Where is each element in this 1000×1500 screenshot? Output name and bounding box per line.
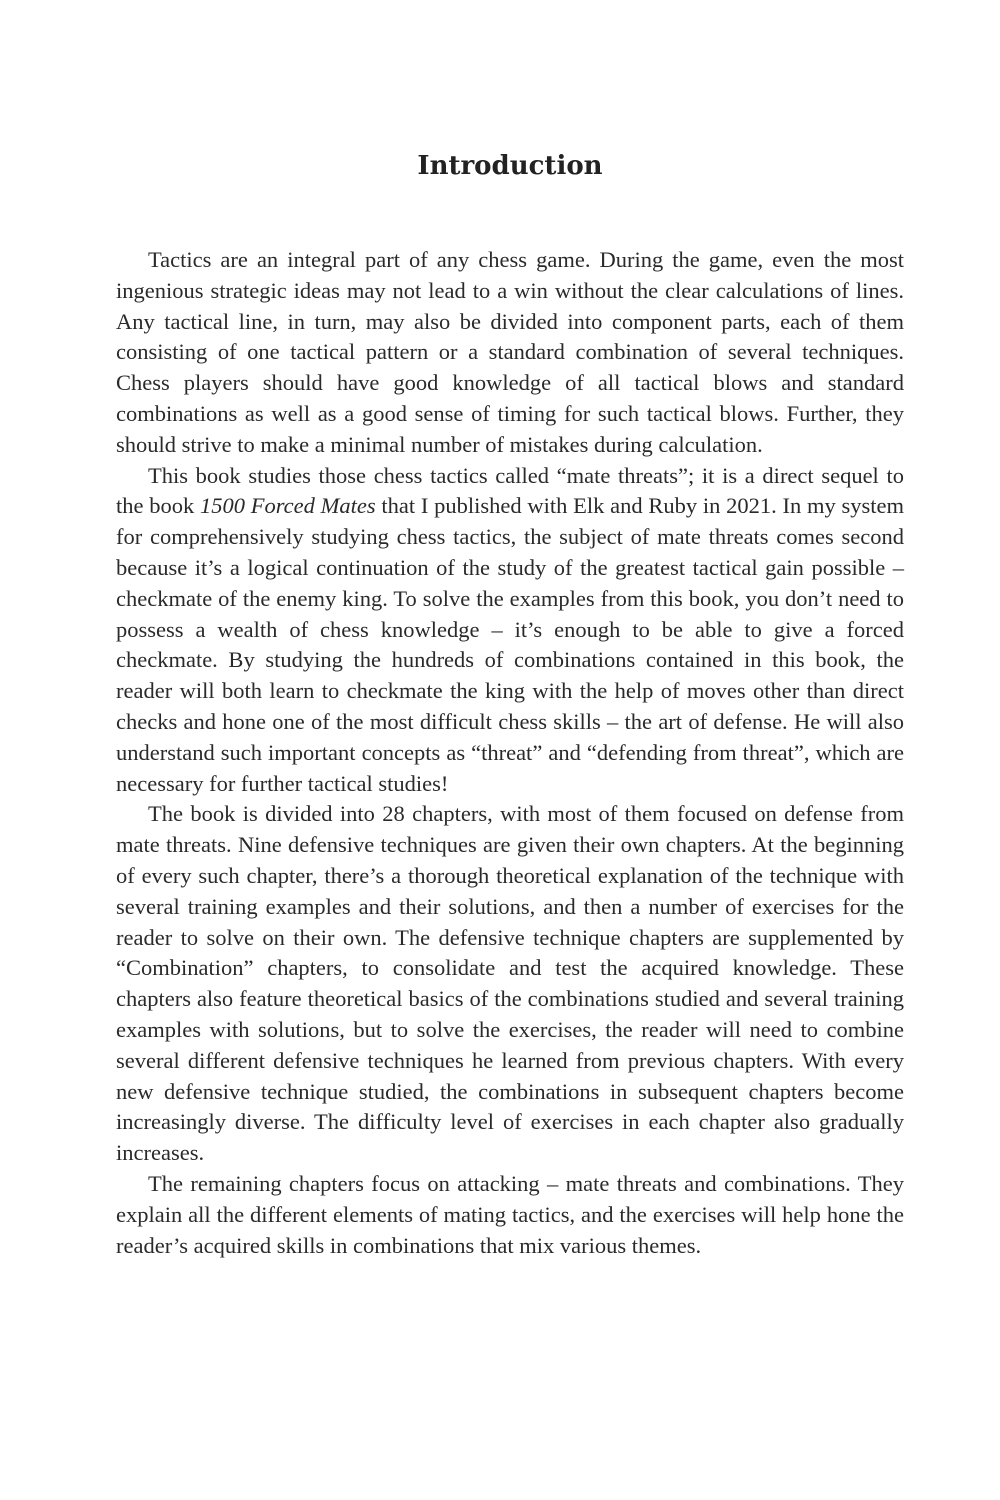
- book-title-italic: 1500 Forced Mates: [200, 493, 376, 519]
- body-text: [116, 245, 904, 1261]
- book-page: [116, 0, 904, 1500]
- paragraph-3: The book is divided into 28 chapters, with most of them focused on defense from mate threats. Nine defensive techniques are given their own chapters. At the beginning of every such chapter, there’s a thorough theoretical explanation of the technique with several training examples and their solutions, and then a number of exercises for the reader to solve on their own. The defensive technique chapters are supplemented by “Combination” chapters, to consolidate and test the acquired knowledge. These chapters also feature theoretical basics of the combinations studied and several training examples with solutions, but to solve the exercises, the reader will need to combine several different defensive techniques he learned from previous chapters. With every new defensive technique studied, the combinations in subsequent chapters become increasingly diverse. The difficulty level of exercises in each chapter also gradually increases.: [116, 801, 904, 1166]
- page-title: Introduction: [417, 151, 603, 181]
- paragraph-1: Tactics are an integral part of any chess game. During the game, even the most ingenious strategic ideas may not lead to a win without the clear calculations of lines. Any tactical line, in turn, may also be divided into component parts, each of them consisting of one tactical pattern or a standard combination of several techniques. Chess players should have good knowledge of all tactical blows and standard combinations as well as a good sense of timing for such tactical blows. Further, they should strive to make a minimal number of mistakes during calculation.: [116, 247, 904, 457]
- paragraph-2-before: This book studies those chess tactics called “mate threats”; it is a direct sequel to the book: [116, 462, 904, 519]
- paragraph-2: [116, 461, 904, 800]
- paragraph-2-after: that I published with Elk and Ruby in 2021. In my system for comprehensively studying chess tactics, the subject of mate threats comes second because it’s a logical continuation of the study of the greatest tactical gain possible – checkmate of the enemy king. To solve the examples from this book, you don’t need to possess a wealth of chess knowledge – it’s enough to be able to give a forced checkmate. By studying the hundreds of combinations contained in this book, the reader will both learn to checkmate the king with the help of moves other than direct checks and hone one of the most difficult chess skills – the art of defense. He will also understand such important concepts as “threat” and “defending from threat”, which are necessary for further tactical studies!: [116, 493, 905, 796]
- paragraph-4: The remaining chapters focus on attacking – mate threats and combinations. They explain all the different elements of mating tactics, and the exercises will help hone the reader’s acquired skills in combinations that mix various themes.: [116, 1170, 904, 1258]
